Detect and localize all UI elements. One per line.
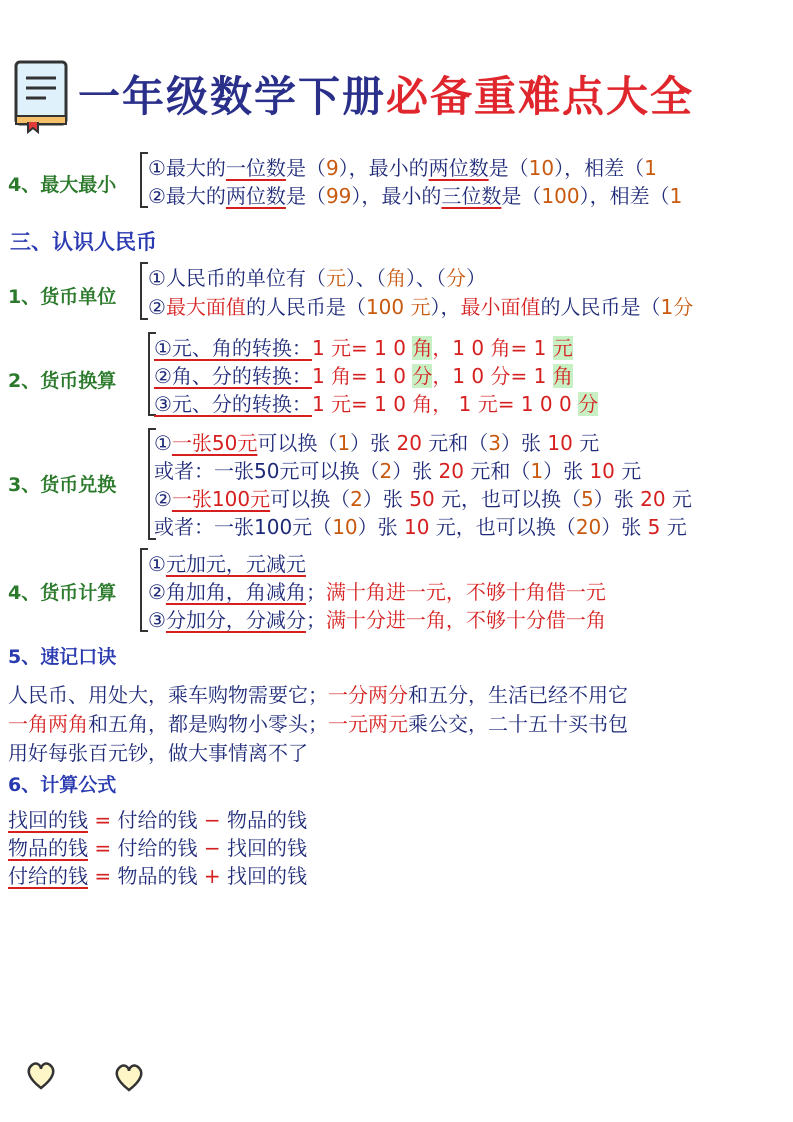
money-exchange-line-1: ①一张50元可以换（1）张 20 元和（3）张 10 元 [154, 431, 600, 455]
part3-heading: 三、认识人民币 [10, 230, 157, 254]
brace [140, 152, 148, 208]
money-exchange-line-2: 或者：一张50元可以换（2）张 20 元和（1）张 10 元 [154, 459, 642, 483]
money-unit-line-2: ②最大面值的人民币是（100 元），最小面值的人民币是（1分 [148, 295, 694, 319]
money-convert-line-1: ①元、角的转换：1 元= 1 0 角，1 0 角= 1 元 [154, 336, 573, 360]
section-label-money-exchange: 3、货币兑换 [8, 474, 117, 496]
heart-icon [112, 1062, 146, 1096]
section-label-money-convert: 2、货币换算 [8, 370, 117, 392]
heart-icon [24, 1060, 58, 1094]
page-title: 一年级数学下册必备重难点大全 [78, 72, 695, 121]
money-convert-line-2: ②角、分的转换：1 角= 1 0 分，1 0 分= 1 角 [154, 364, 573, 388]
brace [140, 262, 148, 320]
money-unit-line-1: ①人民币的单位有（元）、（角）、（分） [148, 266, 486, 290]
brace [140, 548, 148, 632]
money-exchange-line-4: 或者：一张100元（10）张 10 元，也可以换（20）张 5 元 [154, 515, 687, 539]
money-calc-line-1: ①元加元，元减元 [148, 552, 306, 576]
rhyme-line-1: 人民币、用处大，乘车购物需要它；一分两分和五分，生活已经不用它 [8, 683, 628, 707]
section-label-money-unit: 1、货币单位 [8, 286, 117, 308]
rhyme-line-3: 用好每张百元钞，做大事情离不了 [8, 741, 308, 765]
section-label-money-calc: 4、货币计算 [8, 582, 117, 604]
money-calc-line-3: ③分加分，分减分；满十分进一角，不够十分借一角 [148, 608, 606, 632]
formula-heading: 6、计算公式 [8, 774, 117, 796]
rhyme-line-2: 一角两角和五角，都是购物小零头；一元两元乘公交，二十五十买书包 [8, 712, 628, 736]
section-label-max-min: 4、最大最小 [8, 174, 117, 196]
money-calc-line-2: ②角加角，角减角；满十角进一元，不够十角借一元 [148, 580, 606, 604]
money-exchange-line-3: ②一张100元可以换（2）张 50 元，也可以换（5）张 20 元 [154, 487, 692, 511]
max-min-line-2: ②最大的两位数是（99），最小的三位数是（100），相差（1 [148, 184, 683, 208]
rhyme-heading: 5、速记口诀 [8, 646, 117, 668]
max-min-line-1: ①最大的一位数是（9），最小的两位数是（10），相差（1 [148, 156, 657, 180]
formula-line-1: 找回的钱 = 付给的钱 − 物品的钱 [8, 808, 307, 832]
formula-line-2: 物品的钱 = 付给的钱 − 找回的钱 [8, 836, 307, 860]
money-convert-line-3: ③元、分的转换：1 元= 1 0 角， 1 元= 1 0 0 分 [154, 392, 599, 416]
book-icon [10, 58, 74, 134]
formula-line-3: 付给的钱 = 物品的钱 + 找回的钱 [8, 864, 307, 888]
